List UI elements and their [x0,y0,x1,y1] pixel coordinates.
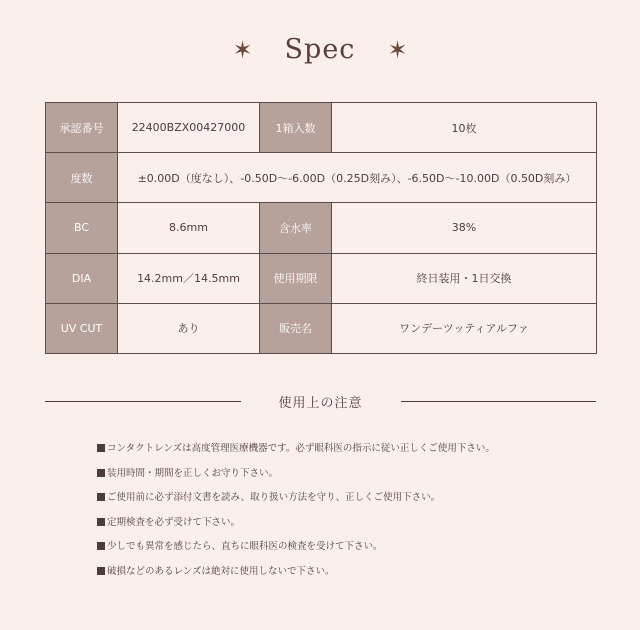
caution-item [97,516,495,541]
spec-label: 1箱入数 [260,103,332,153]
star-icon-left: ✶ [232,35,253,64]
spec-label: 販売名 [260,303,332,353]
caution-text: コンタクトレンズは高度管理医療機器です。必ず眼科医の指示に従い正しくご使用下さい。 [107,443,495,454]
caution-item [97,442,495,467]
spec-value: 22400BZX00427000 [118,103,260,153]
star-icon-right: ✶ [387,35,408,64]
spec-row-power [46,153,597,203]
square-bullet-icon [97,542,105,550]
spec-label: UV CUT [46,303,118,353]
square-bullet-icon [97,493,105,501]
divider-line-right [401,401,597,402]
spec-label: BC [46,203,118,253]
spec-label: DIA [46,253,118,303]
spec-value: あり [118,303,260,353]
caution-item [97,540,495,565]
spec-label: 度数 [46,153,118,203]
caution-item [97,467,495,492]
spec-table [45,102,597,354]
caution-text: 少しでも異常を感じたら、直ちに眼科医の検査を受けて下さい。 [107,541,383,552]
spec-row-uv [46,303,597,353]
spec-row-bc [46,203,597,253]
caution-text: 破損などのあるレンズは絶対に使用しないで下さい。 [107,565,335,577]
spec-value: 14.2mm／14.5mm [118,253,260,303]
caution-item [97,491,495,516]
cautions-list [97,442,495,589]
spec-label: 使用期限 [260,253,332,303]
spec-title-area [0,34,640,65]
square-bullet-icon [97,567,105,575]
square-bullet-icon [97,444,105,452]
cautions-heading: 使用上の注意 [278,396,363,411]
cautions-header [45,392,596,411]
caution-text: ご使用前に必ず添付文書を読み、取り扱い方法を守り、正しくご使用下さい。 [107,492,441,503]
caution-item [97,565,495,590]
spec-value: 終日装用・1日交換 [332,253,597,303]
caution-text: 定期検査を必ず受けて下さい。 [107,516,241,528]
square-bullet-icon [97,469,105,477]
spec-value: 8.6mm [118,203,260,253]
spec-value: ワンデーツッティアルファ [332,303,597,353]
square-bullet-icon [97,518,105,526]
spec-value: 10枚 [332,103,597,153]
spec-row-approval [46,103,597,153]
spec-label: 承認番号 [46,103,118,153]
spec-value: ±0.00D（度なし）、-0.50D〜-6.00D（0.25D刻み）、-6.50D〜-10.00D（0.50D刻み） [118,153,597,203]
spec-label: 含水率 [260,203,332,253]
spec-title: Spec [284,34,356,65]
divider-line-left [45,401,241,402]
caution-text: 装用時間・期間を正しくお守り下さい。 [107,467,279,479]
spec-value: 38% [332,203,597,253]
spec-row-dia [46,253,597,303]
